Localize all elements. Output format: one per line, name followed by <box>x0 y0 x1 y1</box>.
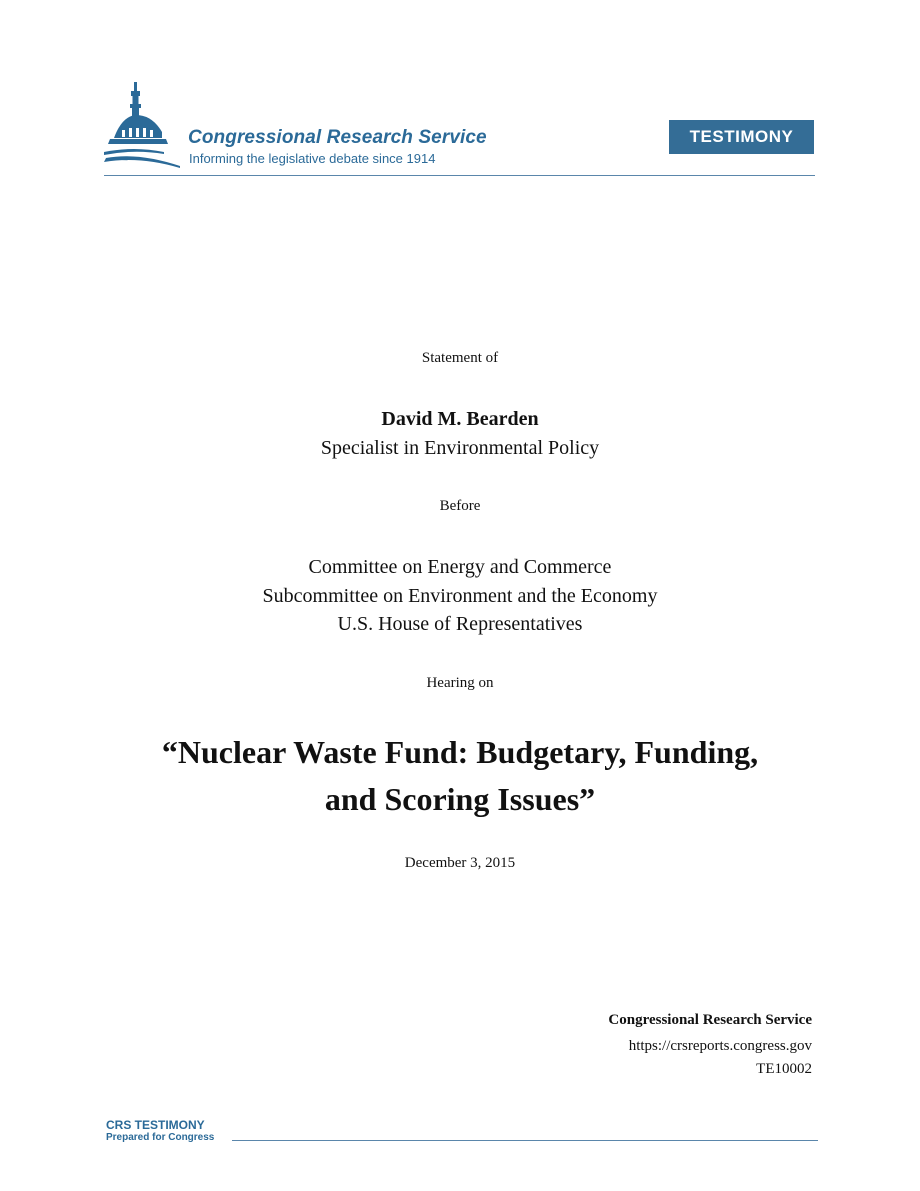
report-id: TE10002 <box>756 1061 812 1077</box>
footer-title: CRS TESTIMONY <box>106 1118 205 1132</box>
header-divider <box>104 175 815 176</box>
committee-name: Committee on Energy and Commerce <box>308 556 612 578</box>
footer-divider <box>232 1140 818 1141</box>
speaker-title: Specialist in Environmental Policy <box>320 437 600 459</box>
hearing-title-line-2: and Scoring Issues” <box>324 781 596 817</box>
hearing-on-label: Hearing on <box>426 675 494 691</box>
hearing-date: December 3, 2015 <box>404 855 516 871</box>
hearing-title-line-1: “Nuclear Waste Fund: Budgetary, Funding, <box>161 734 759 770</box>
speaker-name: David M. Bearden <box>381 408 539 430</box>
chamber-name: U.S. House of Representatives <box>337 613 583 635</box>
publisher-name: Congressional Research Service <box>608 1012 812 1028</box>
publisher-url[interactable]: https://crsreports.congress.gov <box>628 1038 812 1054</box>
org-name: Congressional Research Service <box>188 127 487 148</box>
subcommittee-name: Subcommittee on Environment and the Economy <box>262 585 658 607</box>
org-tagline: Informing the legislative debate since 1914 <box>189 151 436 166</box>
page-footer <box>106 1118 818 1148</box>
footer-subtitle: Prepared for Congress <box>106 1132 215 1143</box>
before-label: Before <box>439 498 481 514</box>
statement-intro: Statement of <box>421 350 499 366</box>
capitol-dome-icon <box>104 82 184 168</box>
page-header <box>104 82 815 178</box>
testimony-badge: TESTIMONY <box>669 120 814 154</box>
